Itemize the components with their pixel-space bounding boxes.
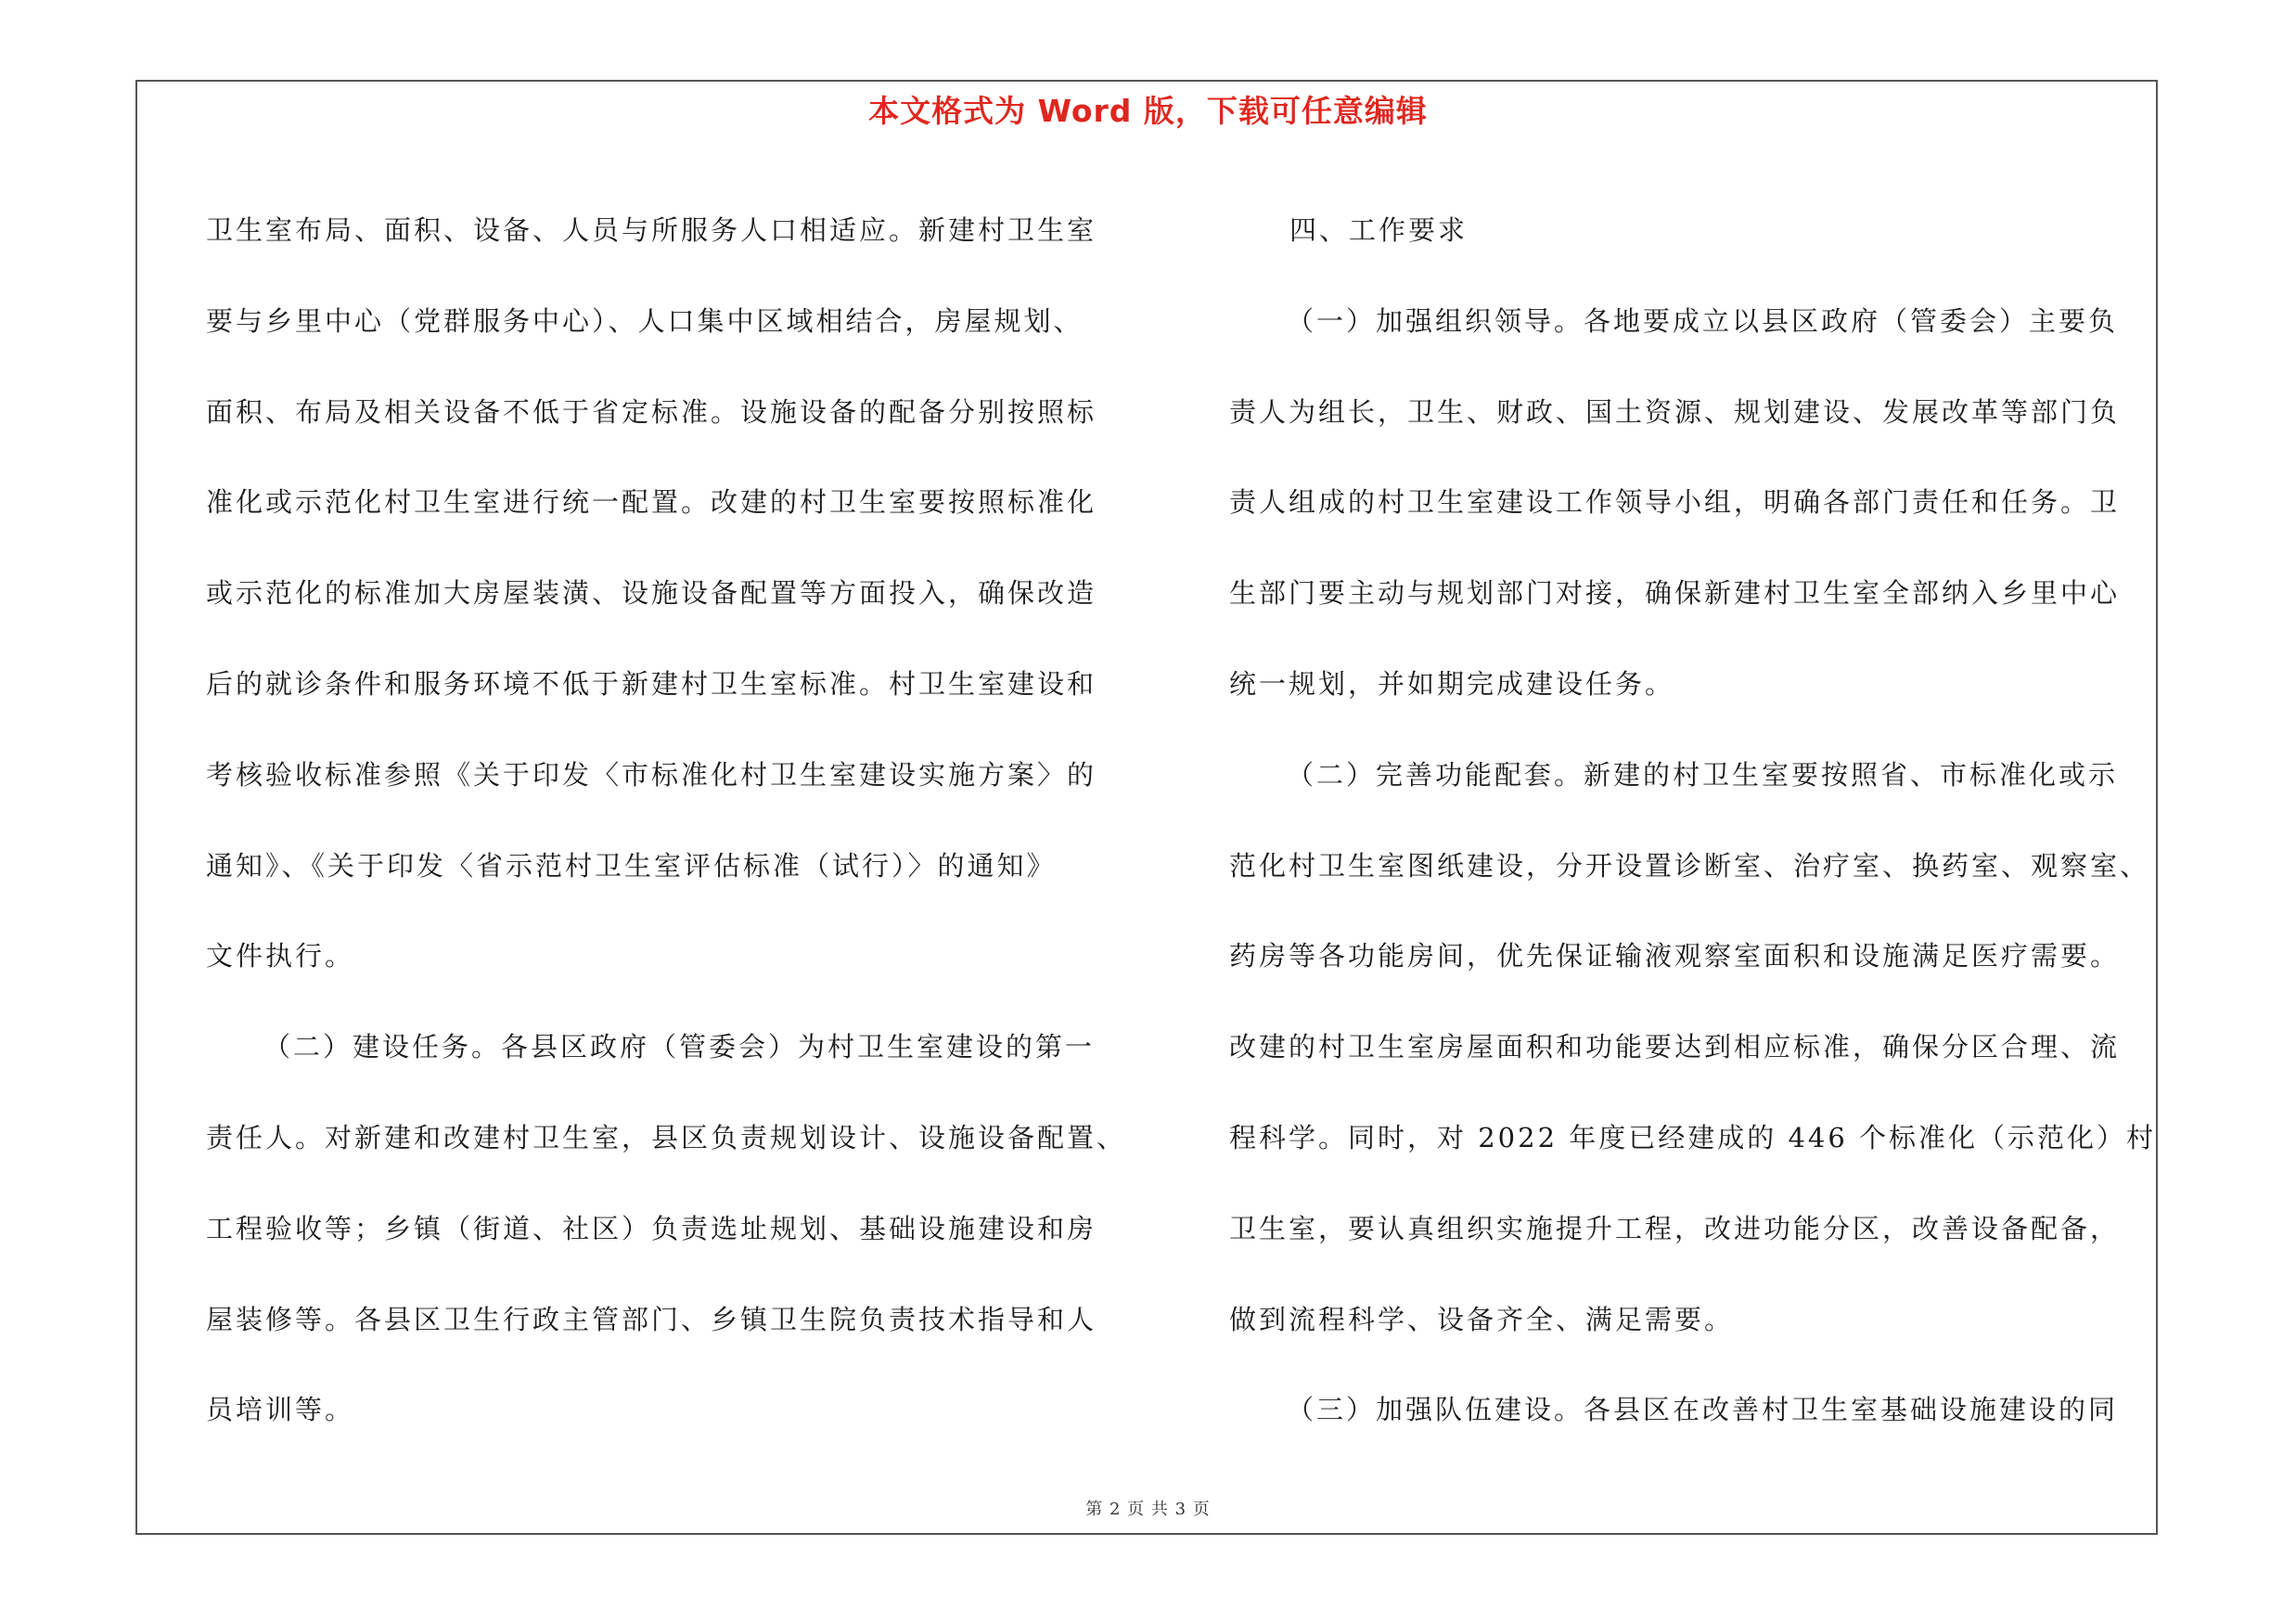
- text-line: 屋装修等。各县区卫生行政主管部门、乡镇卫生院负责技术指导和人: [206, 1303, 1097, 1335]
- left-column: [206, 186, 1127, 1456]
- text-line: 面积、布局及相关设备不低于省定标准。设施设备的配备分别按照标: [206, 395, 1097, 428]
- text-line: 统一规划，并如期完成建设任务。: [1229, 667, 1675, 700]
- text-line: 员培训等。: [206, 1394, 355, 1426]
- right-column: [1229, 186, 2171, 1456]
- text-line: 通知》、《关于印发〈省示范村卫生室评估标准（试行）〉的通知》: [206, 849, 1057, 882]
- text-line: 程科学。同时，对 2022 年度已经建成的 446 个标准化（示范化）村: [1229, 1121, 2157, 1153]
- paragraph-start: （一）加强组织领导。各地要成立以县区政府（管委会）主要负: [1287, 304, 2119, 337]
- text-line: 改建的村卫生室房屋面积和功能要达到相应标准，确保分区合理、流: [1229, 1031, 2121, 1063]
- paragraph-start: （二）建设任务。各县区政府（管委会）为村卫生室建设的第一: [263, 1031, 1096, 1063]
- text-line: 或示范化的标准加大房屋装潢、设施设备配置等方面投入，确保改造: [206, 577, 1097, 610]
- text-line: 卫生室，要认真组织实施提升工程，改进功能分区，改善设备配备，: [1229, 1212, 2121, 1244]
- page-footer: 第 2 页 共 3 页: [1085, 1500, 1211, 1519]
- text-line: 准化或示范化村卫生室进行统一配置。改建的村卫生室要按照标准化: [206, 486, 1097, 519]
- text-line: 后的就诊条件和服务环境不低于新建村卫生室标准。村卫生室建设和: [206, 667, 1097, 700]
- text-line: 做到流程科学、设备齐全、满足需要。: [1229, 1303, 1735, 1335]
- text-line: 责人组成的村卫生室建设工作领导小组，明确各部门责任和任务。卫: [1229, 486, 2121, 519]
- text-line: 药房等各功能房间，优先保证输液观察室面积和设施满足医疗需要。: [1229, 940, 2121, 973]
- header-banner: 本文格式为 Word 版，下载可任意编辑: [868, 93, 1428, 129]
- text-line: 要与乡里中心（党群服务中心）、人口集中区域相结合，房屋规划、: [206, 304, 1084, 337]
- text-line: 责人为组长，卫生、财政、国土资源、规划建设、发展改革等部门负: [1229, 395, 2121, 428]
- paragraph-start: （三）加强队伍建设。各县区在改善村卫生室基础设施建设的同: [1287, 1394, 2119, 1426]
- text-line: 卫生室布局、面积、设备、人员与所服务人口相适应。新建村卫生室: [206, 214, 1097, 246]
- text-line: 范化村卫生室图纸建设，分开设置诊断室、治疗室、换药室、观察室、: [1229, 849, 2150, 882]
- text-line: 生部门要主动与规划部门对接，确保新建村卫生室全部纳入乡里中心: [1229, 577, 2121, 610]
- section-heading: 四、工作要求: [1289, 214, 1469, 246]
- text-line: 考核验收标准参照《关于印发〈市标准化村卫生室建设实施方案〉的: [206, 758, 1097, 791]
- paragraph-start: （二）完善功能配套。新建的村卫生室要按照省、市标准化或示: [1287, 758, 2119, 791]
- text-line: 工程验收等；乡镇（街道、社区）负责选址规划、基础设施建设和房: [206, 1212, 1097, 1244]
- text-line: 责任人。对新建和改建村卫生室，县区负责规划设计、设施设备配置、: [206, 1121, 1127, 1153]
- text-line: 文件执行。: [206, 940, 355, 973]
